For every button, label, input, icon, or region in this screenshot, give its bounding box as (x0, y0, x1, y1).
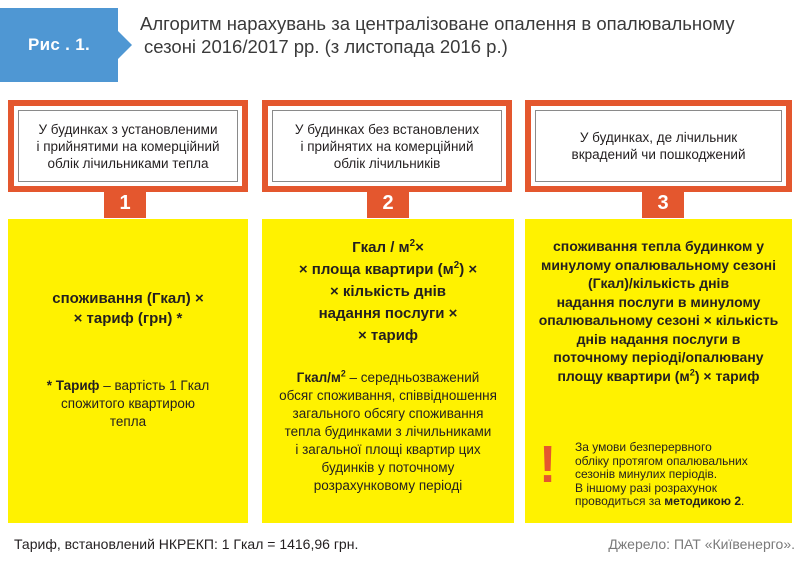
case-2-header-line: облік лічильників (333, 156, 441, 171)
formula-line: (Гкал)/кількість днів (587, 275, 730, 291)
case-3-number: 3 (642, 189, 684, 218)
formula-sup: 2 (453, 260, 460, 271)
note-line: обліку протягом опалювальних (575, 453, 748, 468)
formula-line: днів надання послуги в (576, 330, 741, 347)
source-credit: Джерело: ПАТ «Київенерго». (608, 536, 795, 552)
formula-text: ) × тариф (694, 367, 760, 384)
note-line: тепла (109, 414, 147, 429)
case-1-number: 1 (104, 189, 146, 218)
note-text: . (741, 494, 745, 508)
formula-line: × тариф (357, 327, 419, 344)
case-1-formula-panel (8, 219, 248, 523)
note-line: і загальної площі квартир цих (295, 442, 481, 457)
note-text: проводиться за (575, 494, 665, 508)
formula-text: × площа квартири (м (298, 261, 454, 278)
note-line: обсяг споживання, співвідношення (279, 388, 497, 403)
note-method: методикою 2 (664, 494, 742, 508)
case-1-note (8, 377, 248, 431)
case-3-header-box (525, 100, 792, 192)
note-line: будинків у поточному (321, 460, 455, 475)
case-1-header-line: У будинках з установленими (38, 121, 218, 137)
case-2-number: 2 (367, 189, 409, 218)
formula-sup: 2 (409, 238, 416, 249)
formula-line: минулому опалювальному сезоні (540, 256, 777, 273)
formula-line: поточному періоді/опалювану (553, 349, 764, 365)
formula-line: × тариф (грн) * (73, 310, 183, 327)
formula-sup: 2 (689, 366, 695, 377)
note-line: За умови безперервного (575, 440, 712, 454)
formula-text: × (415, 239, 424, 256)
formula-text: площу квартири (м (557, 367, 690, 384)
case-3-header-text (535, 110, 782, 182)
case-1-header-line: і прийнятими на комерційний (36, 138, 220, 154)
warning-exclamation-icon: ! (539, 436, 557, 494)
note-line: розрахунковому періоді (313, 478, 463, 493)
note-text: – середньозважений (345, 370, 480, 385)
formula-line: споживання (Гкал) × (52, 290, 204, 307)
case-2-header-text (272, 110, 502, 182)
case-2-header-line: і прийнятих на комерційний (300, 139, 474, 154)
note-line: сезонів минулих періодів. (575, 467, 718, 481)
case-2-note (266, 369, 510, 495)
figure-title (140, 12, 795, 58)
formula-line: надання послуги × (318, 305, 458, 322)
case-1-header-text (18, 110, 238, 182)
note-term: * Тариф (46, 378, 100, 393)
formula-line: × кількість днів (329, 283, 447, 300)
case-2-formula-panel (262, 219, 514, 523)
note-line: спожитого квартирою (61, 396, 195, 411)
note-line: В іншому разі розрахунок (575, 480, 717, 495)
note-term-sup: 2 (340, 368, 346, 379)
formula-line: споживання тепла будинком у (552, 238, 765, 254)
case-2-header-line: У будинках без встановлених (294, 122, 480, 137)
case-3-header-line: У будинках, де лічильник (579, 130, 738, 145)
formula-line: надання послуги в минулому (556, 293, 761, 310)
case-2-header-box (262, 100, 512, 192)
formula-text: ) × (459, 261, 478, 278)
case-1-header-box (8, 100, 248, 192)
formula-line: опалювальному сезоні × кількість (538, 312, 779, 328)
note-term: Гкал/м (296, 370, 341, 385)
note-text: – вартість 1 Гкал (99, 378, 210, 393)
case-3-header-line: вкрадений чи пошкоджений (571, 147, 746, 162)
case-1-formula (8, 289, 248, 329)
case-3-formula-panel (525, 219, 792, 523)
tariff-footnote: Тариф, встановлений НКРЕКП: 1 Гкал = 1416,96 грн. (14, 536, 359, 552)
case-2-formula (262, 237, 514, 347)
figure-badge (0, 8, 118, 82)
figure-title-line-2: сезоні 2016/2017 рр. (з листопада 2016 р.) (144, 36, 508, 57)
figure-title-line-1: Алгоритм нарахувань за централізоване опалення в опалювальному (140, 13, 735, 34)
case-1-header-line: облік лічильниками тепла (47, 155, 209, 171)
note-line: тепла будинками з лічильниками (284, 424, 492, 439)
case-3-note (575, 441, 785, 509)
formula-text: Гкал / м (352, 239, 410, 256)
figure-badge-label: Рис . 1. (28, 35, 90, 54)
note-line: загального обсягу споживання (292, 406, 484, 421)
case-3-formula (525, 237, 792, 385)
